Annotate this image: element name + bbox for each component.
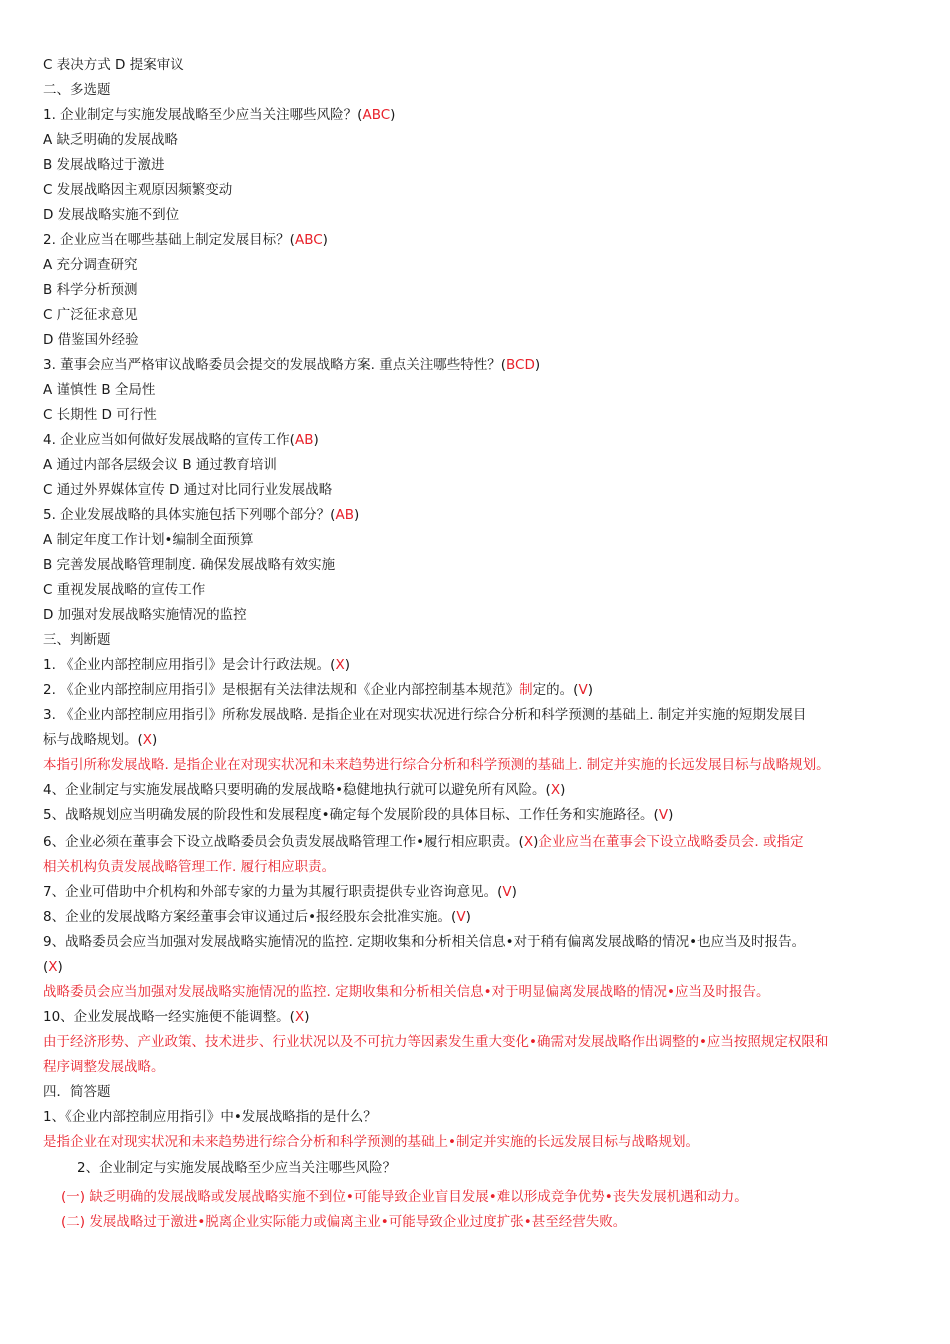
answer-text: 制: [519, 682, 533, 698]
question-text: C 长期性 D 可行性: [43, 407, 157, 423]
text-line: [77, 1159, 396, 1177]
text-line: [43, 756, 830, 774]
question-text: ): [533, 834, 539, 850]
question-text: A 充分调查研究: [43, 257, 138, 273]
answer-text: AB: [294, 432, 314, 448]
text-line: [43, 656, 350, 674]
text-line: [43, 706, 806, 724]
question-text: 5、战略规划应当明确发展的阶段性和发展程度•确定每个发展阶段的具体目标、工作任务和实施路径。(: [43, 807, 659, 823]
answer-text: 企业应当在董事会下设立战略委员会. 或指定: [538, 834, 804, 850]
answer-text: V: [456, 909, 466, 925]
question-text: ): [304, 1009, 310, 1025]
answer-text: 相关机构负责发展战略管理工作. 履行相应职责。: [43, 859, 336, 875]
question-text: ): [668, 807, 674, 823]
answer-text: X: [294, 1009, 305, 1025]
question-text: ): [322, 232, 328, 248]
question-text: ): [465, 909, 471, 925]
question-text: ): [587, 682, 593, 698]
text-line: [43, 1133, 699, 1151]
question-text: 四．简答题: [43, 1084, 111, 1100]
text-line: [43, 606, 247, 624]
question-text: A 谨慎性 B 全局性: [43, 382, 156, 398]
question-text: 2. 《企业内部控制应用指引》是根据有关法律法规和《企业内部控制基本规范》: [43, 682, 520, 698]
answer-text: ABC: [294, 232, 323, 248]
question-text: 5. 企业发展战略的具体实施包括下列哪个部分？(: [43, 507, 336, 523]
text-line: [43, 681, 593, 699]
text-line: [43, 156, 165, 174]
question-text: A 制定年度工作计划•编制全面预算: [43, 532, 254, 548]
question-text: ): [560, 782, 566, 798]
question-text: 二、多选题: [43, 82, 111, 98]
question-text: B 科学分析预测: [43, 282, 138, 298]
question-text: 2. 企业应当在哪些基础上制定发展目标？(: [43, 232, 295, 248]
question-text: 6、企业必须在董事会下设立战略委员会负责发展战略管理工作•履行相应职责。(: [43, 834, 524, 850]
answer-text: AB: [335, 507, 354, 523]
text-line: [43, 506, 359, 524]
text-line: [43, 983, 770, 1001]
question-text: B 完善发展战略管理制度. 确保发展战略有效实施: [43, 557, 336, 573]
question-text: 标与战略规划。(: [43, 732, 143, 748]
answer-text: V: [578, 682, 588, 698]
question-text: C 表决方式 D 提案审议: [43, 57, 184, 73]
question-text: 三、判断题: [43, 632, 111, 648]
question-text: D 加强对发展战略实施情况的监控: [43, 607, 247, 623]
question-text: ): [534, 357, 541, 373]
answer-text: X: [48, 959, 58, 975]
question-text: 2、企业制定与实施发展战略至少应当关注哪些风险？: [77, 1160, 397, 1176]
text-line: [43, 481, 332, 499]
answer-text: 程序调整发展战略。: [43, 1059, 165, 1075]
text-line: [43, 581, 205, 599]
question-text: 1、《企业内部控制应用指引》中•发展战略指的是什么？: [43, 1109, 377, 1125]
text-line: [43, 858, 335, 876]
text-line: [43, 933, 805, 951]
question-text: ): [152, 732, 158, 748]
text-line: [43, 181, 232, 199]
text-line: [43, 806, 673, 824]
text-line: [43, 256, 138, 274]
text-line: [43, 281, 138, 299]
question-text: ): [511, 884, 517, 900]
question-text: 4. 企业应当如何做好发展战略的宣传工作(: [43, 432, 295, 448]
text-line: [43, 1008, 309, 1026]
question-text: C 广泛征求意见: [43, 307, 138, 323]
answer-text: X: [523, 834, 534, 850]
question-text: C 发展战略因主观原因频繁变动: [43, 182, 233, 198]
text-line: [43, 431, 319, 449]
question-text: 9、战略委员会应当加强对发展战略实施情况的监控. 定期收集和分析相关信息•对于稍有偏离发展战略的情况•也应当及时报告。: [43, 934, 806, 950]
text-line: [43, 131, 178, 149]
question-text: ): [344, 657, 350, 673]
question-text: B 发展战略过于激进: [43, 157, 165, 173]
question-text: (: [43, 959, 49, 975]
text-line: [43, 908, 471, 926]
text-line: [43, 456, 277, 474]
text-line: [43, 1033, 828, 1051]
text-line: [43, 556, 335, 574]
answer-text: X: [550, 782, 561, 798]
answer-text: 是指企业在对现实状况和未来趋势进行综合分析和科学预测的基础上•制定并实施的长远发展目标与战略规划。: [43, 1134, 699, 1150]
answer-text: X: [142, 732, 153, 748]
question-text: 3. 《企业内部控制应用指引》所称发展战略. 是指企业在对现实状况进行综合分析和科学预测的基础上. 制定并实施的短期发展目: [43, 707, 807, 723]
text-line: [43, 356, 540, 374]
text-line: [43, 56, 184, 74]
text-line: [43, 781, 565, 799]
text-line: [43, 731, 157, 749]
question-text: ): [57, 959, 63, 975]
text-line: [43, 958, 63, 976]
question-text: ): [390, 107, 396, 123]
question-text: 1. 企业制定与实施发展战略至少应当关注哪些风险？(: [43, 107, 363, 123]
answer-text: V: [502, 884, 512, 900]
text-line: [43, 406, 157, 424]
text-line: [43, 306, 138, 324]
question-text: D 借鉴国外经验: [43, 332, 139, 348]
question-text: ): [353, 507, 360, 523]
question-text: ): [313, 432, 319, 448]
text-line: [43, 231, 328, 249]
text-line: [43, 631, 111, 649]
text-line: [43, 1083, 111, 1101]
answer-text: BCD: [506, 357, 535, 373]
text-line: [43, 81, 111, 99]
text-line: [43, 531, 254, 549]
answer-text: X: [335, 657, 345, 673]
question-text: 1. 《企业内部控制应用指引》是会计行政法规。(: [43, 657, 336, 673]
answer-text: 本指引所称发展战略. 是指企业在对现实状况和未来趋势进行综合分析和科学预测的基础上. 制定并实施的长远发展目标与战略规划。: [43, 757, 830, 773]
answer-text: ABC: [362, 107, 391, 123]
answer-text: 由于经济形势、产业政策、技术进步、行业状况以及不可抗力等因素发生重大变化•确需对发展战略作出调整的•应当按照规定权限和: [43, 1034, 829, 1050]
text-line: [43, 883, 517, 901]
question-text: 7、企业可借助中介机构和外部专家的力量为其履行职责提供专业咨询意见。(: [43, 884, 503, 900]
question-text: C 通过外界媒体宣传 D 通过对比同行业发展战略: [43, 482, 333, 498]
text-line: [43, 1108, 377, 1126]
text-line: [43, 331, 139, 349]
answer-text: (二) 发展战略过于激进•脱离企业实际能力或偏离主业•可能导致企业过度扩张•甚至经营失败。: [61, 1214, 627, 1230]
text-line: [43, 381, 155, 399]
question-text: 8、企业的发展战略方案经董事会审议通过后•报经股东会批准实施。(: [43, 909, 457, 925]
question-text: A 通过内部各层级会议 B 通过教育培训: [43, 457, 277, 473]
answer-text: 战略委员会应当加强对发展战略实施情况的监控. 定期收集和分析相关信息•对于明显偏离发展战略的情况•应当及时报告。: [43, 984, 770, 1000]
question-text: 3. 董事会应当严格审议战略委员会提交的发展战略方案. 重点关注哪些特性？(: [43, 357, 507, 373]
question-text: C 重视发展战略的宣传工作: [43, 582, 206, 598]
question-text: D 发展战略实施不到位: [43, 207, 180, 223]
text-line: [61, 1213, 626, 1231]
text-line: [61, 1188, 748, 1206]
text-line: [43, 1058, 165, 1076]
text-line: [43, 833, 803, 851]
question-text: 定的。(: [532, 682, 579, 698]
text-line: [43, 106, 395, 124]
text-line: [43, 206, 179, 224]
question-text: 10、企业发展战略一经实施便不能调整。(: [43, 1009, 295, 1025]
question-text: 4、企业制定与实施发展战略只要明确的发展战略•稳健地执行就可以避免所有风险。(: [43, 782, 551, 798]
answer-text: V: [658, 807, 669, 823]
question-text: A 缺乏明确的发展战略: [43, 132, 179, 148]
answer-text: (一) 缺乏明确的发展战略或发展战略实施不到位•可能导致企业盲目发展•难以形成竞争优势•丧失发展机遇和动力。: [61, 1189, 748, 1205]
